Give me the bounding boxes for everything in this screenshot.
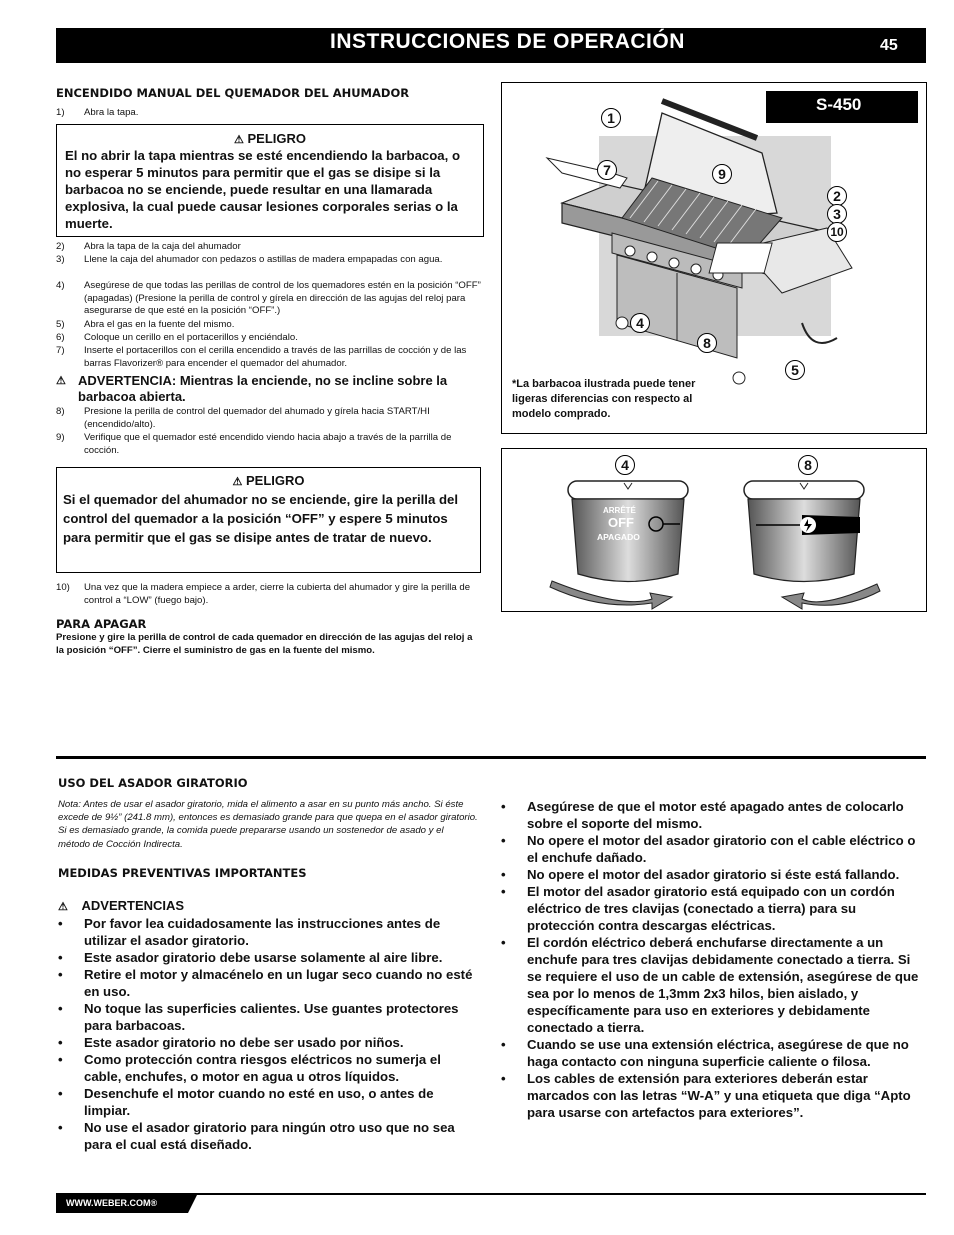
warning-text: ADVERTENCIA: Mientras la enciende, no se incline sobre la barbacoa abierta. (78, 373, 448, 404)
step-text: Inserte el portacerillos con el cerilla encendido a través de las parrillas de cocción y de las barras Flavorizer® para encender el quemador del ahumador. (84, 345, 467, 369)
callout-knob-4: 4 (615, 455, 635, 475)
section-heading-rotisserie: USO DEL ASADOR GIRATORIO (58, 776, 248, 790)
step-7 (56, 345, 481, 370)
warnings-title-text: ADVERTENCIAS (81, 898, 185, 913)
step-text: Verifique que el quemador esté encendido viendo hacia abajo a través de la parrilla de cocción. (84, 432, 452, 456)
warnings-list-right (501, 798, 926, 1121)
step-number: 2) (56, 241, 65, 252)
list-item: • No opere el motor del asador giratorio con el cable eléctrico o el enchufe dañado. (501, 833, 916, 865)
model-label: S-450 (816, 95, 862, 114)
warning-triangle-icon: ⚠ (56, 375, 66, 387)
step-number: 10) (56, 582, 70, 593)
callout-9: 9 (712, 164, 732, 184)
section-heading-smoker: ENCENDIDO MANUAL DEL QUEMADOR DEL AHUMADOR (56, 86, 410, 100)
callout-7: 7 (597, 160, 617, 180)
step-text: Una vez que la madera empiece a arder, cierre la cubierta del ahumador y gire la perilla de control a “LOW” (fuego bajo). (84, 582, 471, 606)
step-text: Asegúrese de que todas las perillas de control de los quemadores estén en la posición “OFF” (apagadas) (Presione la perilla de control y gírela en dirección de las agujas del reloj para asegurarse de que esté en la posición “OFF”.) (84, 280, 481, 317)
step-10 (56, 582, 481, 607)
step-3 (56, 254, 481, 267)
figure-note: *La barbacoa ilustrada puede tener ligeras diferencias con respecto al modelo comprado. (512, 378, 696, 420)
knob-text-off: OFF (608, 515, 634, 530)
step-text: Llene la caja del ahumador con pedazos o astillas de madera empapadas con agua. (84, 254, 443, 265)
warnings-title (58, 898, 184, 913)
step-text: Abra el gas en la fuente del mismo. (84, 319, 235, 330)
control-knob-start-icon (744, 481, 864, 582)
warning-triangle-icon: ⚠ (58, 901, 68, 913)
callout-3: 3 (827, 204, 847, 224)
list-item: • No opere el motor del asador giratorio si éste está fallando. (501, 867, 900, 882)
step-text: Presione la perilla de control del quemador del ahumado y gírela hacia START/HI (encendido/alto). (84, 406, 430, 430)
list-item: • Por favor lea cuidadosamente las instrucciones antes de utilizar el asador giratorio. (58, 916, 441, 948)
step-2 (56, 241, 481, 254)
callout-1: 1 (601, 108, 621, 128)
danger-body-1: El no abrir la tapa mientras se esté encendiendo la barbacoa, o no esperar 5 minutos para permitir que el gas se disipe si la barbacoa no se enciende, puede resultar en una llamarada explosiva, la cual puede causar lesiones corporales serias o la muerte. (65, 148, 461, 231)
list-item: • Este asador giratorio no debe ser usado por niños. (58, 1035, 404, 1050)
callout-knob-8: 8 (798, 455, 818, 475)
callout-4: 4 (630, 313, 650, 333)
knobs-illustration (502, 449, 926, 611)
rotisserie-note: Nota: Antes de usar el asador giratorio, mida el alimento a asar en su punto más ancho. Si éste excede de 9½” (241.8 mm), entonces es demasiado grande para que quepa en el asador giratorio. Si es demasiado grande, la comida puede prepararse usando un sostenedor de asado y el método de Cocción Indirecta. (58, 799, 478, 850)
step-text: Abra la tapa de la caja del ahumador (84, 241, 241, 252)
step-number: 9) (56, 432, 65, 443)
step-number: 8) (56, 406, 65, 417)
page-title: INSTRUCCIONES DE OPERACIÓN (330, 30, 685, 53)
danger-title-text: PELIGRO (247, 131, 306, 146)
knob-text-top: ARRÊTÉ (603, 506, 636, 515)
step-4 (56, 280, 481, 318)
callout-8: 8 (697, 333, 717, 353)
step-text: Coloque un cerillo en el portacerillos y enciéndalo. (84, 332, 298, 343)
list-item: • El motor del asador giratorio está equipado con un cordón eléctrico de tres clavijas (conectado a tierra) para su protección contra descargas eléctricas. (501, 884, 895, 933)
step-text: Abra la tapa. (84, 107, 139, 118)
callout-10: 10 (827, 222, 847, 242)
step-number: 3) (56, 254, 65, 265)
page-number: 45 (880, 37, 898, 54)
heading-safeguards: MEDIDAS PREVENTIVAS IMPORTANTES (58, 866, 307, 880)
callout-2: 2 (827, 186, 847, 206)
warnings-list-left (58, 915, 478, 1153)
section-divider (56, 756, 926, 759)
step-number: 1) (56, 107, 65, 118)
danger-body-2: Si el quemador del ahumador no se enciende, gire la perilla del control del quemador a la posición “OFF” y espere 5 minutos para permitir que el gas se disipe antes de tratar de nuevo. (63, 492, 459, 545)
list-item: • Como protección contra riesgos eléctricos no sumerja el cable, enchufes, o motor en agua u otros líquidos. (58, 1052, 441, 1084)
figure-grill (501, 82, 927, 434)
step-6 (56, 332, 481, 345)
warning-triangle-icon: ⚠ (232, 476, 243, 488)
danger-title-2 (57, 473, 480, 488)
warning-lean (56, 373, 481, 405)
heading-turn-off: PARA APAGAR (56, 617, 147, 631)
turn-off-text: Presione y gire la perilla de control de cada quemador en dirección de las agujas del reloj a la posición “OFF”. Cierre el suministro de gas en la fuente del mismo. (56, 632, 473, 656)
step-5 (56, 319, 481, 332)
step-9 (56, 432, 481, 457)
callout-5: 5 (785, 360, 805, 380)
danger-box-2 (56, 467, 481, 573)
list-item: • Este asador giratorio debe usarse solamente al aire libre. (58, 950, 443, 965)
step-number: 7) (56, 345, 65, 356)
danger-box-1 (56, 124, 484, 237)
step-1 (56, 107, 481, 120)
rotate-counterclockwise-arrow-icon (782, 584, 880, 609)
list-item: • Desenchufe el motor cuando no esté en uso, o antes de limpiar. (58, 1086, 434, 1118)
step-number: 4) (56, 280, 65, 291)
step-number: 6) (56, 332, 65, 343)
rotate-clockwise-arrow-icon (550, 581, 672, 609)
list-item: • Asegúrese de que el motor esté apagado antes de colocarlo sobre el soporte del mismo. (501, 799, 904, 831)
list-item: • No toque las superficies calientes. Use guantes protectores para barbacoas. (58, 1001, 459, 1033)
list-item: • El cordón eléctrico deberá enchufarse directamente a un enchufe para tres clavijas debidamente conectado a tierra. Si se requiere el uso de un cable de extensión, asegúrese de que sea por lo menos de 1,3mm 2x3 hilos, bien aislado, y específicamente para uso en exteriores y debidamente conectado a tierra. (501, 935, 919, 1035)
danger-title-1 (57, 131, 483, 146)
list-item: • No use el asador giratorio para ningún otro uso que no sea para el cual está diseñado. (58, 1120, 455, 1152)
list-item: • Los cables de extensión para exteriores deberán estar marcados con las letras “W-A” y una etiqueta que diga “Apto para usarse con artefactos para exteriores”. (501, 1071, 911, 1120)
step-8 (56, 406, 481, 431)
step-number: 5) (56, 319, 65, 330)
warning-triangle-icon: ⚠ (233, 134, 244, 146)
figure-knobs (501, 448, 927, 612)
knob-text-bottom: APAGADO (597, 532, 640, 542)
list-item: • Retire el motor y almacénelo en un lugar seco cuando no esté en uso. (58, 967, 473, 999)
footer-url[interactable]: WWW.WEBER.COM® (66, 1198, 158, 1208)
danger-title-text: PELIGRO (245, 473, 305, 488)
list-item: • Cuando se use una extensión eléctrica, asegúrese de que no haga contacto con ninguna superficie caliente o filosa. (501, 1037, 909, 1069)
